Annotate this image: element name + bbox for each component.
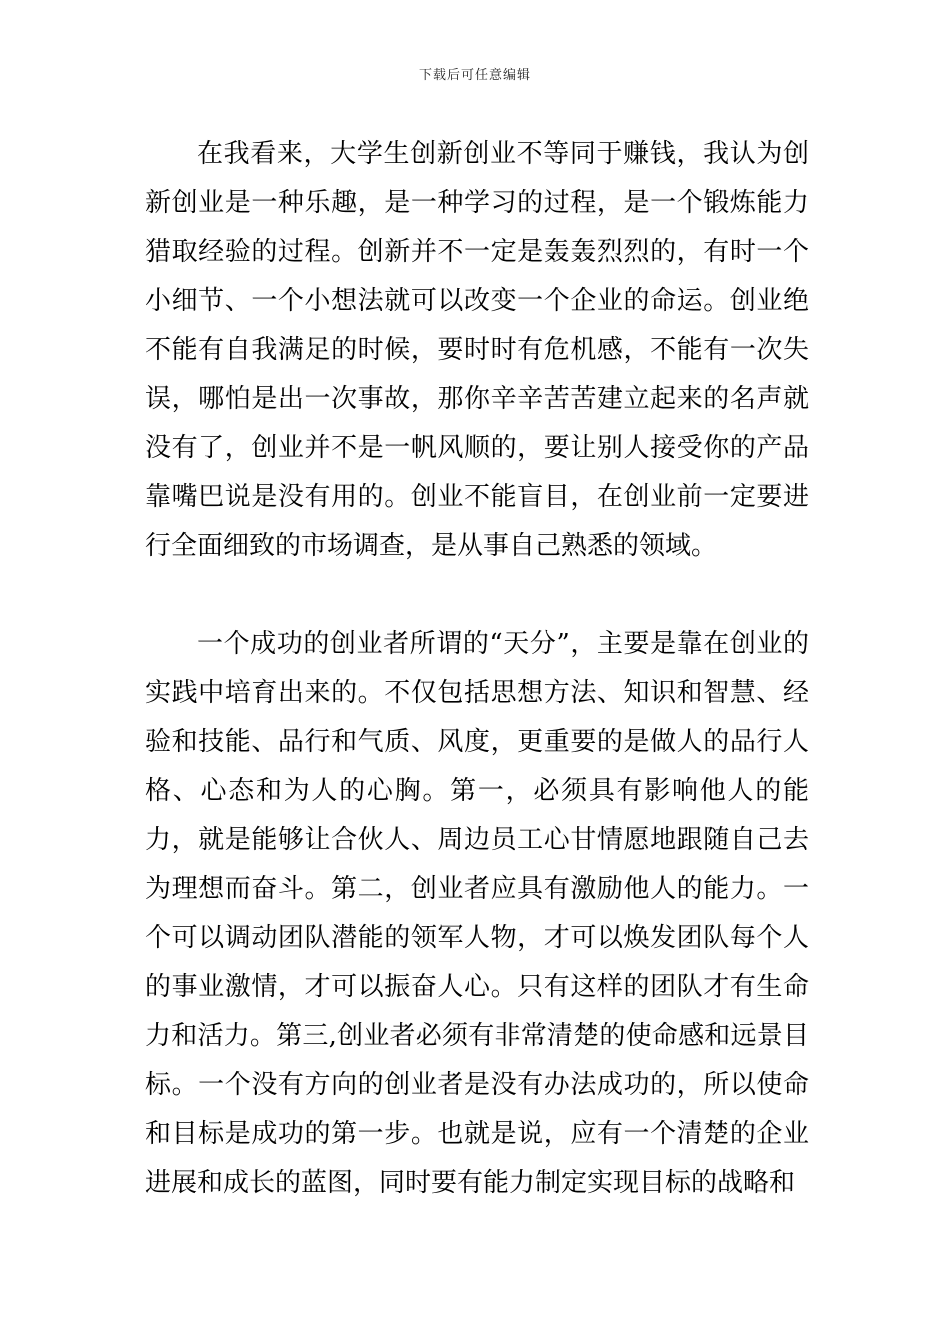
paragraph-2: 一个成功的创业者所谓的“天分”，主要是靠在创业的实践中培育出来的。不仅包括思想方法、知识和智慧、经验和技能、品行和气质、风度，更重要的是做人的品行人格、心态和为人的心胸。第一，必须具有影响他人的能力，就是能够让合伙人、周边员工心甘情愿地跟随自己去为理想而奋斗。第二，创业者应具有激励他人的能力。一个可以调动团队潜能的领军人物，才可以焕发团队每个人的事业激情，才可以振奋人心。只有这样的团队才有生命力和活力。第三,创业者必须有非常清楚的使命感和远景目标。一个没有方向的创业者是没有办法成功的，所以使命和目标是成功的第一步。也就是说，应有一个清楚的企业进展和成长的蓝图，同时要有能力制定实现目标的战略和	[145, 629, 809, 1198]
paragraph-1: 在我看来，大学生创新创业不等同于赚钱，我认为创新创业是一种乐趣，是一种学习的过程，是一个锻炼能力猎取经验的过程。创新并不一定是轰轰烈烈的，有时一个小细节、一个小想法就可以改变一个企业的命运。创业绝不能有自我满足的时候，要时时有危机感，不能有一次失误，哪怕是出一次事故，那你辛辛苦苦建立起来的名声就没有了，创业并不是一帆风顺的，要让别人接受你的产品靠嘴巴说是没有用的。创业不能盲目，在创业前一定要进行全面细致的市场调查，是从事自己熟悉的领域。	[145, 139, 809, 561]
document-body	[145, 130, 809, 1208]
page-header: 下载后可任意编辑	[418, 68, 531, 83]
